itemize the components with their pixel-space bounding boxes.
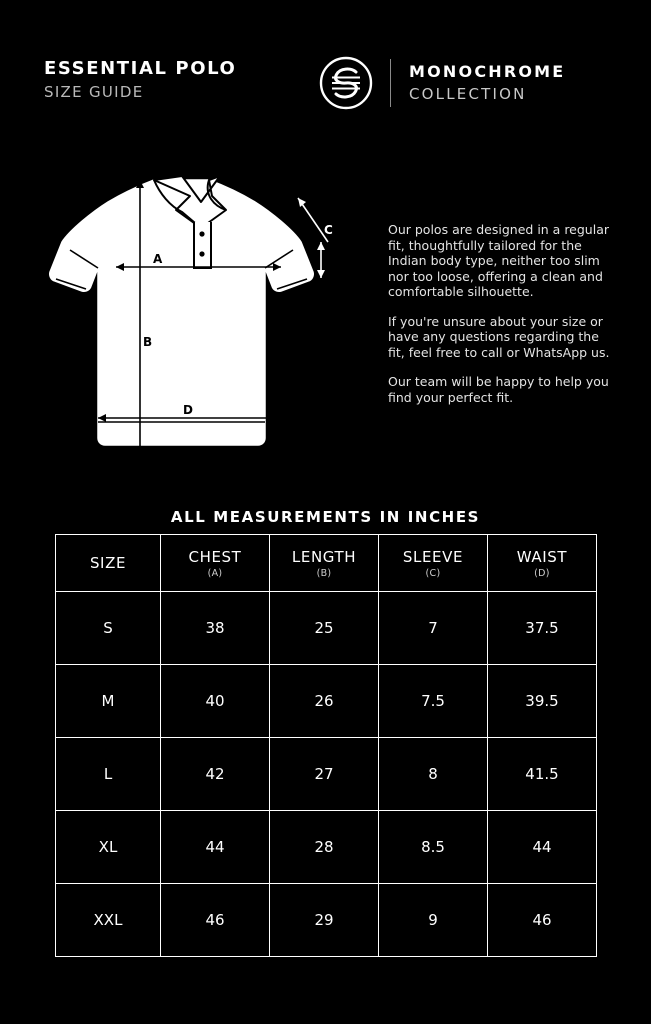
logo-block	[318, 52, 565, 114]
table-header-sleeve-label: SLEEVE	[402, 547, 464, 566]
page-title: ESSENTIAL POLO	[44, 58, 237, 79]
cell-size: L	[56, 738, 161, 811]
cell-sleeve: 8	[379, 738, 488, 811]
table-row	[56, 884, 597, 957]
table-header-waist	[488, 535, 597, 592]
cell-sleeve: 7.5	[379, 665, 488, 738]
measure-label-c: C	[324, 223, 333, 237]
table-header-row	[56, 535, 597, 592]
cell-waist: 37.5	[488, 592, 597, 665]
size-table-wrap	[55, 534, 596, 957]
description-block	[388, 222, 614, 405]
table-header-sleeve-sub: (C)	[425, 567, 441, 579]
cell-size: M	[56, 665, 161, 738]
cell-waist: 41.5	[488, 738, 597, 811]
size-table	[55, 534, 597, 957]
cell-chest: 40	[161, 665, 270, 738]
measure-label-a: A	[153, 252, 163, 266]
cell-sleeve: 7	[379, 592, 488, 665]
cell-sleeve: 9	[379, 884, 488, 957]
table-header-sleeve	[379, 535, 488, 592]
cell-size: S	[56, 592, 161, 665]
description-paragraph-2: If you're unsure about your size or have any questions regarding the fit, feel free to call or WhatsApp us.	[388, 313, 610, 360]
cell-waist: 44	[488, 811, 597, 884]
cell-length: 26	[270, 665, 379, 738]
measure-label-d: D	[183, 403, 193, 417]
cell-sleeve: 8.5	[379, 811, 488, 884]
table-header-chest	[161, 535, 270, 592]
logo-line-1: MONOCHROME	[409, 62, 566, 81]
measurements-heading: ALL MEASUREMENTS IN INCHES	[170, 508, 481, 526]
table-header-length	[270, 535, 379, 592]
table-header-length-label: LENGTH	[291, 547, 357, 566]
cell-size: XXL	[56, 884, 161, 957]
logo-divider	[390, 59, 391, 107]
table-row	[56, 592, 597, 665]
cell-chest: 46	[161, 884, 270, 957]
brand-block	[44, 58, 236, 102]
cell-length: 25	[270, 592, 379, 665]
table-header-waist-label: WAIST	[516, 547, 568, 566]
table-header-chest-sub: (A)	[207, 567, 223, 579]
table-header-size	[56, 535, 161, 592]
cell-waist: 46	[488, 884, 597, 957]
logo-wordmark	[409, 62, 565, 104]
cell-length: 29	[270, 884, 379, 957]
logo-line-2: COLLECTION	[409, 85, 527, 103]
table-row	[56, 738, 597, 811]
table-header-length-sub: (B)	[316, 567, 332, 579]
cell-length: 27	[270, 738, 379, 811]
measure-label-b: B	[143, 335, 153, 349]
table-row	[56, 665, 597, 738]
monogram-s-circle-logo-icon	[318, 55, 374, 111]
table-header-chest-label: CHEST	[188, 547, 242, 566]
page-header	[0, 50, 651, 120]
description-paragraph-3: Our team will be happy to help you find your perfect fit.	[388, 374, 609, 405]
cell-chest: 42	[161, 738, 270, 811]
cell-waist: 39.5	[488, 665, 597, 738]
description-paragraph-1: Our polos are designed in a regular fit, thoughtfully tailored for the Indian body type, neither too slim nor too loose, offering a clean and comfortable silhouette.	[388, 222, 610, 299]
cell-chest: 38	[161, 592, 270, 665]
table-row	[56, 811, 597, 884]
page-subtitle: SIZE GUIDE	[44, 83, 144, 101]
cell-length: 28	[270, 811, 379, 884]
table-header-size-label: SIZE	[89, 554, 127, 572]
table-header-waist-sub: (D)	[534, 567, 550, 579]
cell-chest: 44	[161, 811, 270, 884]
cell-size: XL	[56, 811, 161, 884]
polo-shirt-diagram	[36, 150, 366, 480]
